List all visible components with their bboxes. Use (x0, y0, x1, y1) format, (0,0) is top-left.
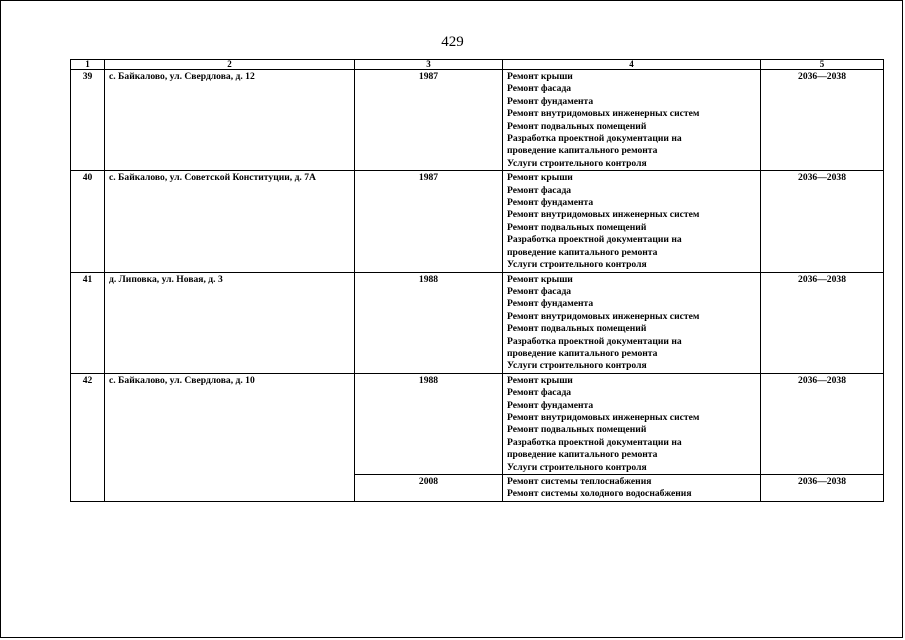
work-item: Ремонт внутридомовых инженерных систем (507, 310, 700, 322)
work-item: проведение капитального ремонта (507, 246, 658, 258)
year-cell: 1987 (355, 70, 503, 171)
work-item: Разработка проектной документации на (507, 234, 682, 246)
period-cell: 2036—2038 (761, 70, 884, 171)
work-item: Разработка проектной документации на (507, 436, 682, 448)
works-cell (503, 272, 761, 373)
works-cell (503, 70, 761, 171)
work-item: Услуги строительного контроля (507, 360, 647, 372)
work-item: Ремонт системы теплоснабжения (507, 476, 652, 487)
work-item: Услуги строительного контроля (507, 157, 647, 169)
work-item: Ремонт внутридомовых инженерных систем (507, 209, 700, 221)
column-header: 4 (503, 60, 761, 70)
period-cell: 2036—2038 (761, 272, 884, 373)
work-item: Услуги строительного контроля (507, 461, 647, 473)
address-cell: с. Байкалово, ул. Свердлова, д. 12 (105, 70, 355, 171)
year-cell: 2008 (355, 475, 503, 502)
repair-schedule-table (70, 59, 884, 502)
column-header: 2 (105, 60, 355, 70)
table-header-row (71, 60, 884, 70)
row-number-cell: 40 (71, 171, 105, 272)
row-number-cell: 42 (71, 373, 105, 501)
work-item: Ремонт подвальных помещений (507, 120, 647, 132)
address-cell: с. Байкалово, ул. Советской Конституции, д. 7А (105, 171, 355, 272)
table-row (71, 373, 884, 474)
work-item: проведение капитального ремонта (507, 449, 658, 461)
works-cell (503, 373, 761, 474)
work-item: Ремонт фасада (507, 184, 572, 196)
work-item: Ремонт подвальных помещений (507, 323, 647, 335)
work-item: проведение капитального ремонта (507, 347, 658, 359)
works-cell (503, 475, 761, 502)
period-cell: 2036—2038 (761, 373, 884, 474)
year-cell: 1988 (355, 373, 503, 474)
row-number-cell: 39 (71, 70, 105, 171)
work-item: Ремонт подвальных помещений (507, 221, 647, 233)
work-item: Ремонт крыши (507, 172, 573, 184)
period-cell: 2036—2038 (761, 171, 884, 272)
table-row (71, 70, 884, 171)
work-item: Ремонт фундамента (507, 399, 594, 411)
work-item: Ремонт фундамента (507, 95, 594, 107)
year-cell: 1988 (355, 272, 503, 373)
work-item: Ремонт внутридомовых инженерных систем (507, 411, 700, 423)
page-number: 429 (441, 34, 464, 50)
work-item: Ремонт крыши (507, 273, 573, 285)
column-header: 1 (71, 60, 105, 70)
column-header: 3 (355, 60, 503, 70)
work-item: проведение капитального ремонта (507, 145, 658, 157)
work-item: Ремонт подвальных помещений (507, 424, 647, 436)
row-number-cell: 41 (71, 272, 105, 373)
work-item: Разработка проектной документации на (507, 335, 682, 347)
work-item: Ремонт фасада (507, 285, 572, 297)
work-item: Разработка проектной документации на (507, 133, 682, 145)
work-item: Ремонт фундамента (507, 197, 594, 209)
column-header: 5 (761, 60, 884, 70)
work-item: Ремонт крыши (507, 374, 573, 386)
year-cell: 1987 (355, 171, 503, 272)
address-cell: д. Липовка, ул. Новая, д. 3 (105, 272, 355, 373)
address-cell: с. Байкалово, ул. Свердлова, д. 10 (105, 373, 355, 501)
work-item: Ремонт фундамента (507, 298, 594, 310)
work-item: Услуги строительного контроля (507, 259, 647, 271)
table-row (71, 171, 884, 272)
work-item: Ремонт системы холодного водоснабжения (507, 488, 692, 500)
work-item: Ремонт фасада (507, 387, 572, 399)
work-item: Ремонт внутридомовых инженерных систем (507, 108, 700, 120)
works-cell (503, 171, 761, 272)
work-item: Ремонт фасада (507, 83, 572, 95)
work-item: Ремонт крыши (507, 71, 573, 82)
table-row (71, 272, 884, 373)
period-cell: 2036—2038 (761, 475, 884, 502)
